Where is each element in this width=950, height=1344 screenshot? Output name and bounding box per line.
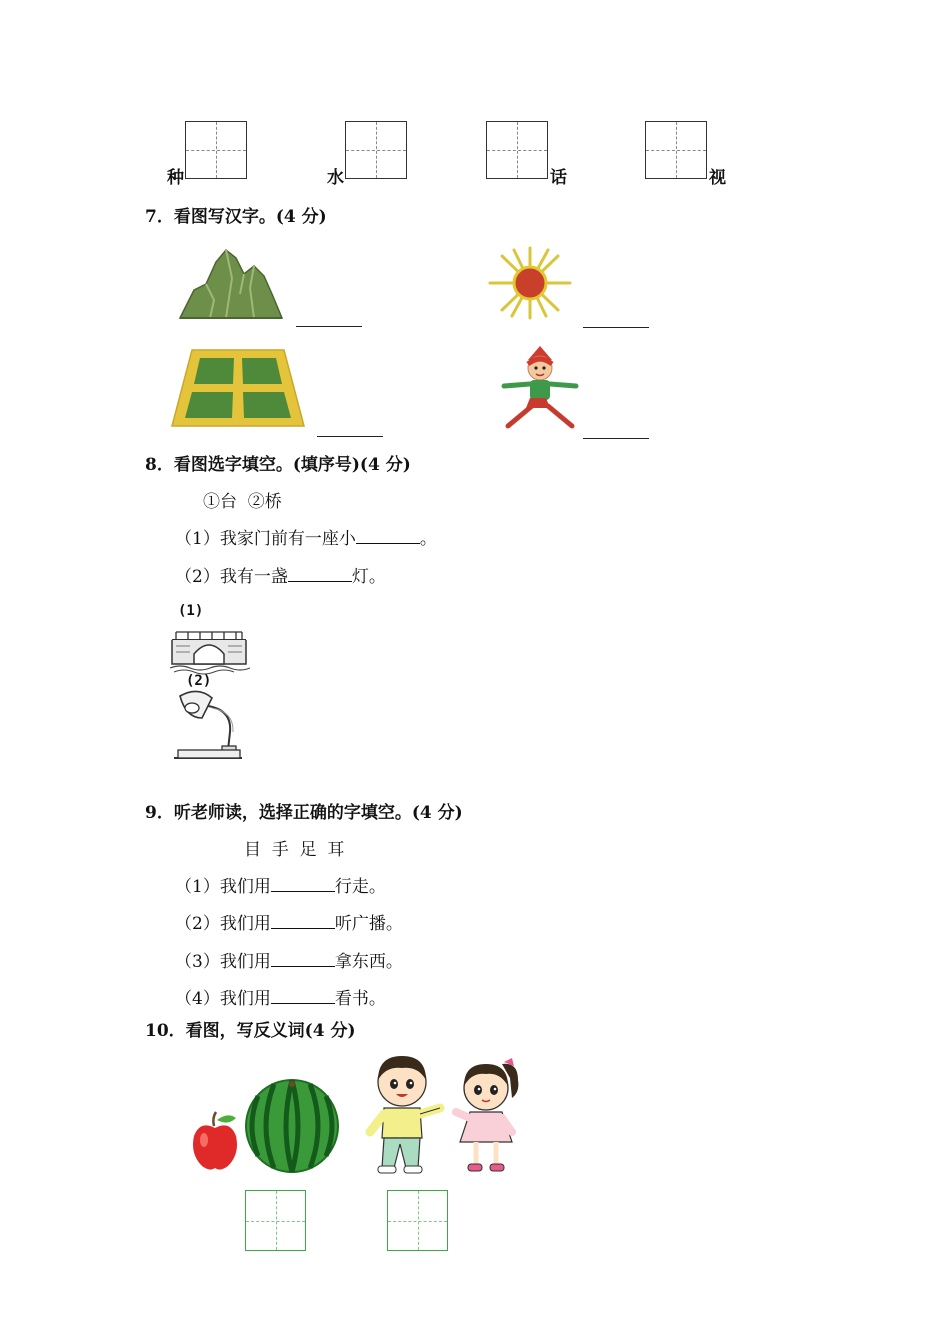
q9-item-2-after: 听广播。 bbox=[334, 914, 403, 934]
q7-answer-line-3[interactable] bbox=[317, 436, 383, 437]
bridge-icon bbox=[170, 618, 248, 674]
q7-answer-line-4[interactable] bbox=[583, 438, 649, 439]
q8-item-1-after: 。 bbox=[419, 529, 437, 549]
field-icon bbox=[170, 348, 306, 428]
q8-item-1 bbox=[175, 524, 437, 549]
q6-char-1: 种 bbox=[167, 168, 184, 188]
sun-icon bbox=[486, 246, 574, 320]
q9-blank-4[interactable] bbox=[271, 987, 335, 1004]
desk-lamp-icon bbox=[172, 688, 246, 762]
q7-answer-line-1[interactable] bbox=[296, 326, 362, 327]
person-icon bbox=[498, 346, 582, 432]
q10-heading: 10．看图，写反义词(4 分) bbox=[145, 1021, 356, 1041]
q9-item-2 bbox=[175, 909, 403, 934]
q10-answer-grid-1[interactable] bbox=[245, 1190, 306, 1251]
boy-icon bbox=[364, 1054, 454, 1176]
q9-item-2-before: （2）我们用 bbox=[175, 914, 271, 934]
q8-item-1-before: （1）我家门前有一座小 bbox=[175, 529, 356, 549]
writing-grid-4[interactable] bbox=[645, 121, 707, 179]
q7-answer-line-2[interactable] bbox=[583, 327, 649, 328]
q8-item-2-after: 灯。 bbox=[351, 567, 386, 587]
q9-item-3-after: 拿东西。 bbox=[334, 952, 403, 972]
q8-item-2 bbox=[175, 562, 386, 587]
q9-item-4 bbox=[175, 984, 386, 1009]
q8-picture-label-2: (2) bbox=[186, 673, 212, 689]
q7-heading: 7．看图写汉字。(4 分) bbox=[145, 207, 327, 227]
q6-char-4: 视 bbox=[709, 168, 726, 188]
q9-item-1-before: （1）我们用 bbox=[175, 877, 271, 897]
writing-grid-2[interactable] bbox=[345, 121, 407, 179]
writing-grid-1[interactable] bbox=[185, 121, 247, 179]
q8-item-2-before: （2）我有一盏 bbox=[175, 567, 288, 587]
q9-blank-3[interactable] bbox=[271, 950, 335, 967]
q9-item-3-before: （3）我们用 bbox=[175, 952, 271, 972]
q9-item-1 bbox=[175, 872, 386, 897]
q9-blank-1[interactable] bbox=[271, 875, 335, 892]
q8-heading: 8．看图选字填空。(填序号)(4 分) bbox=[145, 455, 411, 475]
q8-options: ①台 ②桥 bbox=[203, 492, 282, 512]
q10-answer-grid-2[interactable] bbox=[387, 1190, 448, 1251]
q9-heading: 9．听老师读，选择正确的字填空。(4 分) bbox=[145, 803, 463, 823]
q9-item-4-before: （4）我们用 bbox=[175, 989, 271, 1009]
q6-char-2: 水 bbox=[327, 168, 344, 188]
q8-blank-2[interactable] bbox=[288, 565, 352, 582]
apple-icon bbox=[190, 1110, 240, 1172]
mountain-icon bbox=[176, 244, 286, 322]
q9-item-4-after: 看书。 bbox=[334, 989, 386, 1009]
q9-options: 目 手 足 耳 bbox=[244, 840, 345, 860]
q8-blank-1[interactable] bbox=[356, 527, 420, 544]
q9-item-1-after: 行走。 bbox=[334, 877, 386, 897]
q6-char-3: 话 bbox=[550, 168, 567, 188]
girl-icon bbox=[454, 1058, 524, 1176]
watermelon-icon bbox=[244, 1078, 340, 1174]
writing-grid-3[interactable] bbox=[486, 121, 548, 179]
q9-item-3 bbox=[175, 947, 403, 972]
q9-blank-2[interactable] bbox=[271, 912, 335, 929]
q8-picture-label-1: (1) bbox=[178, 603, 204, 619]
